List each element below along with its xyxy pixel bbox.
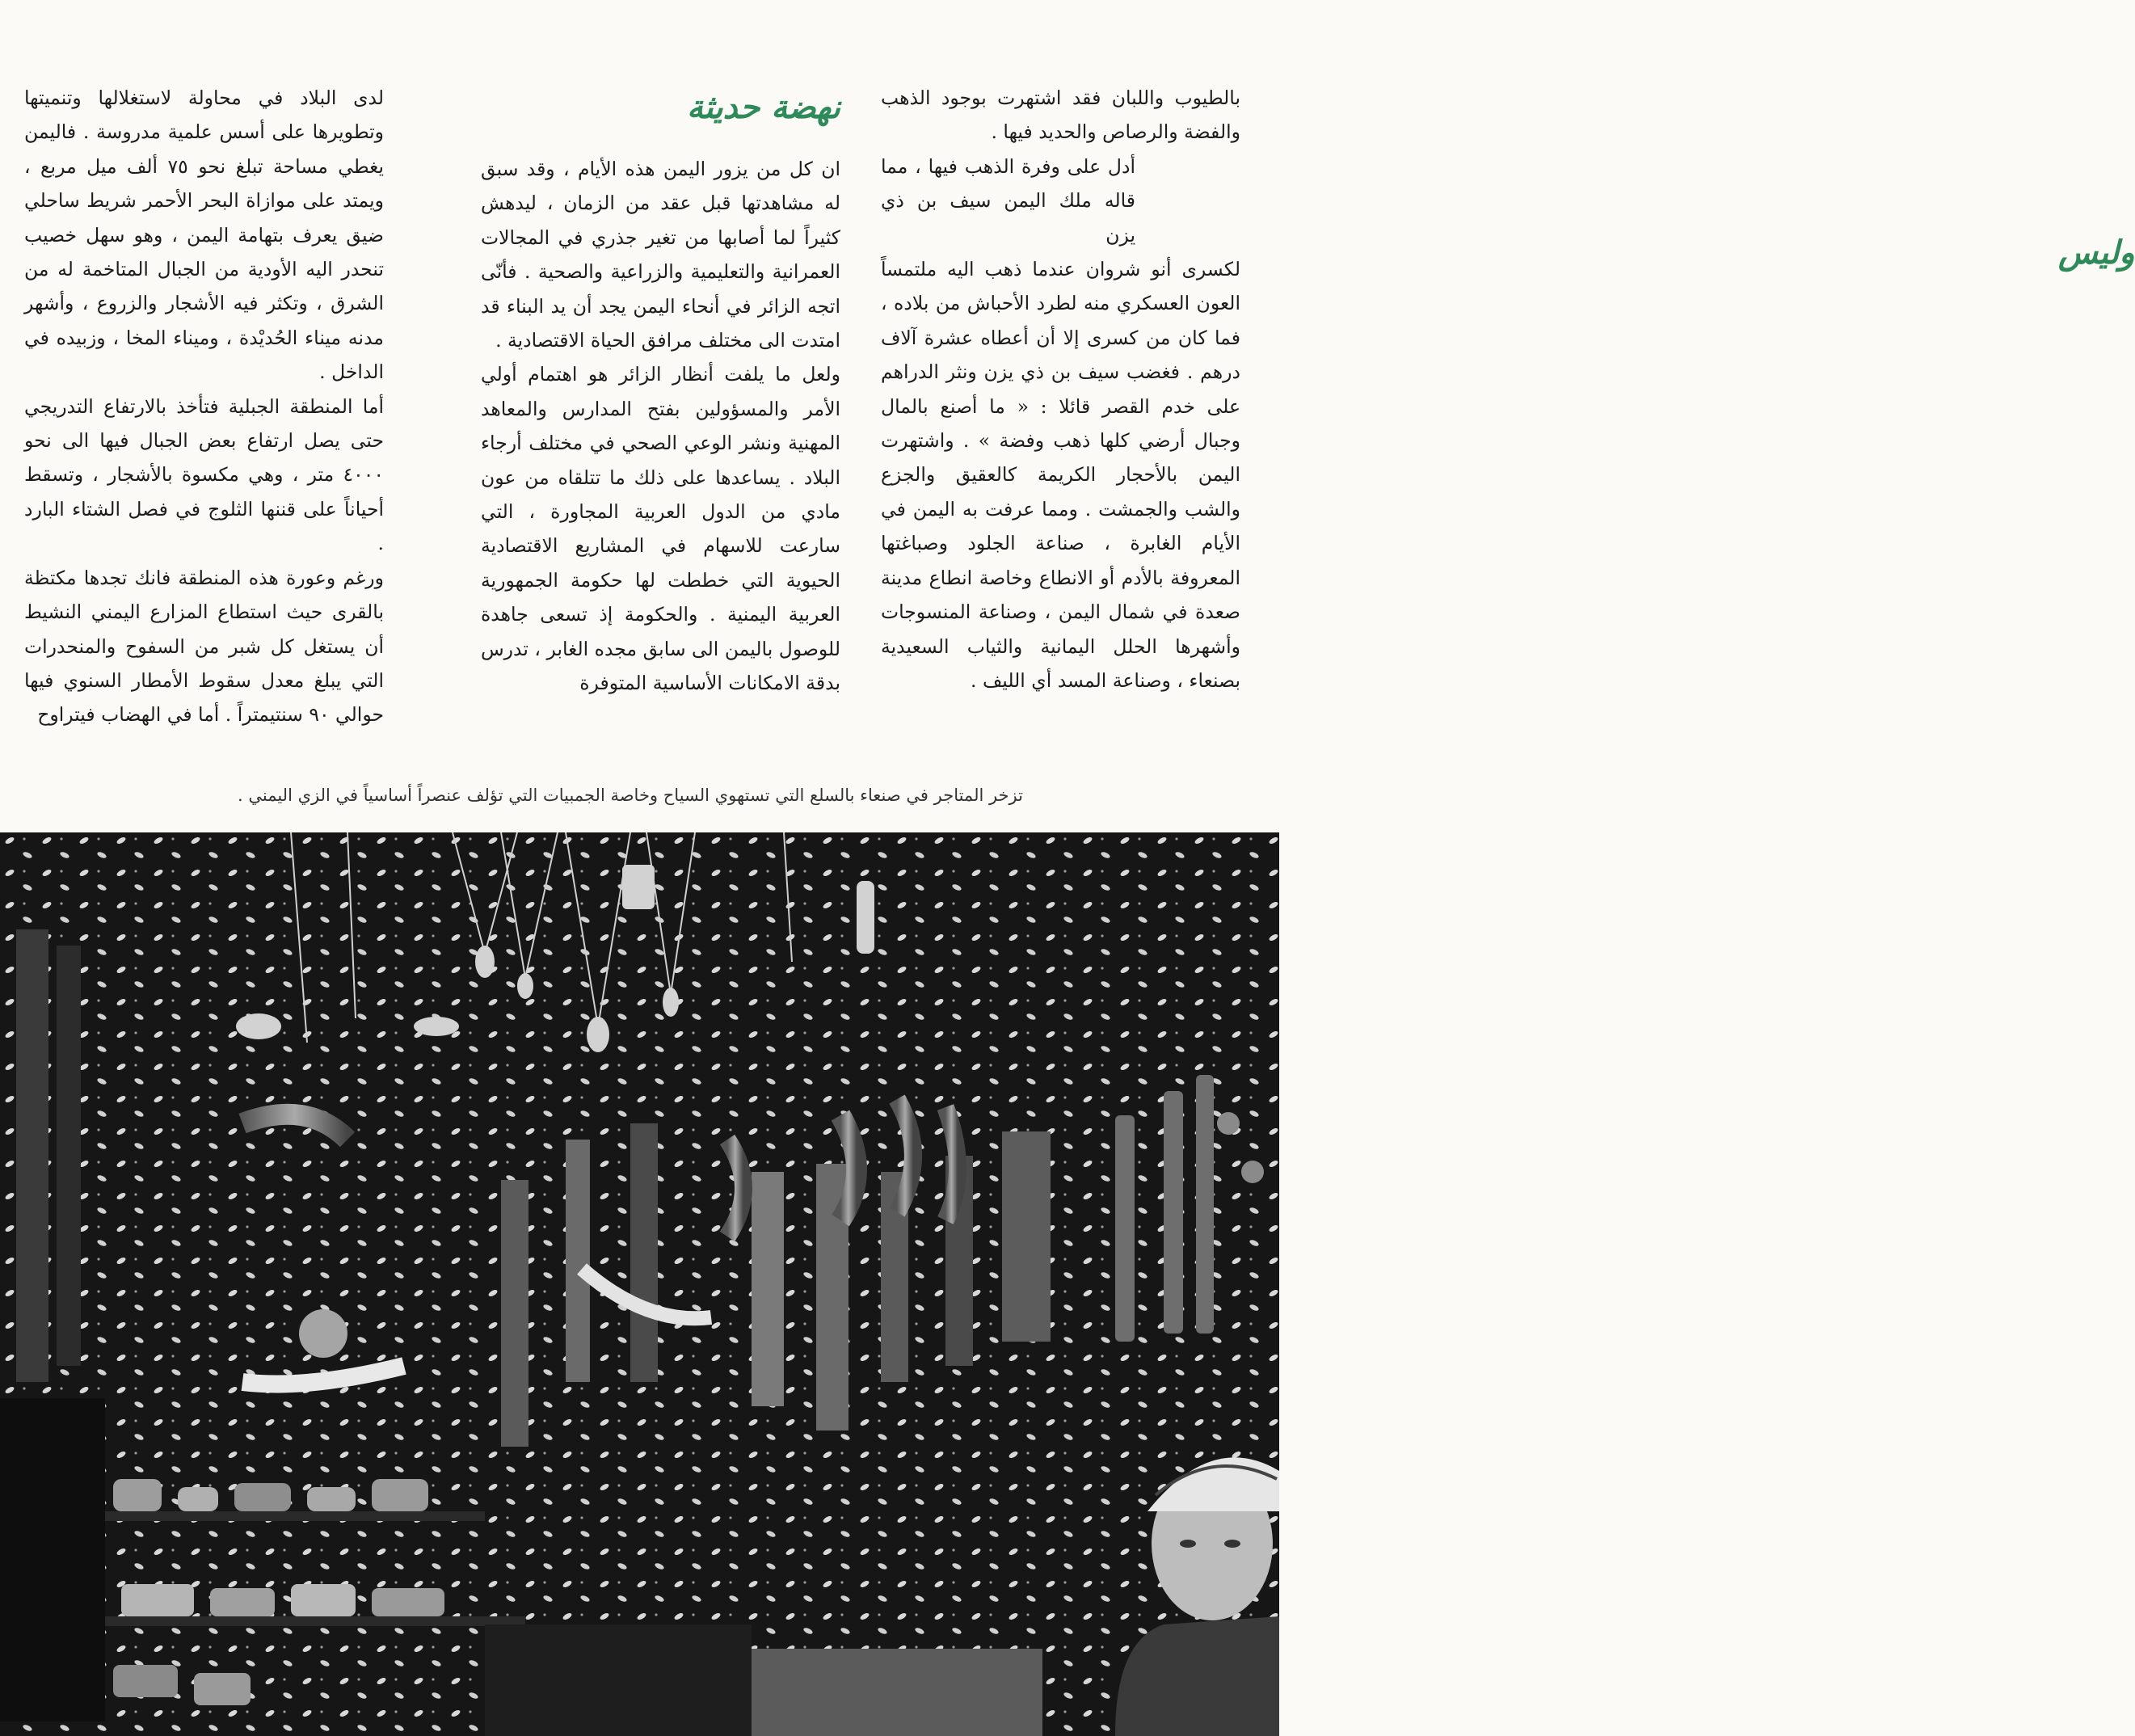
text-column-left <box>24 81 384 732</box>
cushion <box>752 1649 1042 1736</box>
paragraph: ان كل من يزور اليمن هذه الأيام ، وقد سبق له مشاهدتها قبل عقد من الزمان ، ليدهش كثيراً لما أصابها من تغير جذري في المجالات العمرانية والتعليمية والزراعية والصحية . فأنّى اتجه الزائر في أنحاء اليمن يجد أن يد البناء قد امتدت الى مختلف مرافق الحياة الاقتصادية . <box>481 158 840 352</box>
shop-photo <box>0 832 1279 1736</box>
shop-photo-illustration <box>0 832 1279 1736</box>
drop-word: وليس <box>2058 234 2135 272</box>
paragraph: ولعل ما يلفت أنظار الزائر هو اهتمام أولي الأمر والمسؤولين بفتح المدارس والمعاهد المهنية ونشر الوعي الصحي في مختلف أرجاء البلاد . يساعدها على ذلك ما تتلقاه من عون مادي من الدول العربية المجاورة ، التي سارعت للاسهام في المشاريع الاقتصادية الحيوية التي خططت لها حكومة الجمهورية العربية اليمنية . والحكومة إذ تسعى جاهدة للوصول باليمن الى سابق مجده الغابر ، تدرس بدقة الامكانات الأساسية المتوفرة <box>481 363 840 695</box>
section-heading: نهضة حديثة <box>687 88 840 126</box>
paragraph: لدى البلاد في محاولة لاستغلالها وتنميتها وتطويرها على أسس علمية مدروسة . فاليمن يغطي مساحة تبلغ نحو ٧٥ ألف ميل مربع ، ويمتد على موازاة البحر الأحمر شريط ساحلي ضيق يعرف بتهامة اليمن ، وهو سهل خصيب تنحدر اليه الأودية من الجبال المتاخمة له من الشرق ، وتكثر فيه الأشجار والزروع ، وأشهر مدنه ميناء الحُديْدة ، وميناء المخا ، وزبيده في الداخل . <box>24 86 385 384</box>
paragraph: أما المنطقة الجبلية فتأخذ بالارتفاع التدريجي حتى يصل ارتفاع بعض الجبال فيها الى نحو ٤٠٠٠ متر ، وهي مكسوة بالأشجار ، وتسقط أحياناً على قننها الثلوج في فصل الشتاء البارد . <box>24 394 384 555</box>
text-column-middle <box>481 152 840 701</box>
counter <box>485 1624 752 1736</box>
paragraph: لكسرى أنو شروان عندما ذهب اليه ملتمساً العون العسكري منه لطرد الأحباش من بلاده ، فما كان من كسرى إلا أن أعطاه عشرة آلاف درهم . فغضب سيف بن ذي يزن ونثر الدراهم على خدم القصر قائلا : « ما أصنع بالمال وجبال أرضي كلها ذهب وفضة » . واشتهرت اليمن بالأحجار الكريمة كالعقيق والجزع والشب والجمشت . ومما عرفت به اليمن في الأيام الغابرة ، صناعة الجلود وصباغتها المعروفة بالأدم أو الانطاع وخاصة انطاع مدينة صعدة في شمال اليمن ، وصناعة المنسوجات وأشهرها الحلل اليمانية والثياب السعيدية بصنعاء ، وصناعة المسد أي الليف . <box>881 258 1240 692</box>
paragraph: بالطيوب واللبان فقد اشتهرت بوجود الذهب والفضة والرصاص والحديد فيها . <box>881 86 1240 144</box>
photo-caption: تزخر المتاجر في صنعاء بالسلع التي تستهوي السياح وخاصة الجمبيات التي تؤلف عنصراً أساسياً في الزي اليمني . <box>238 786 1023 805</box>
paragraph: ورغم وعورة هذه المنطقة فانك تجدها مكتظة بالقرى حيث استطاع المزارع اليمني النشيط أن يستغل كل شبر من السفوح والمنحدرات التي يبلغ معدل سقوط الأمطار السنوي فيها حوالي ٩٠ سنتيمتراً . أما في الهضاب فيتراوح <box>24 566 384 727</box>
paragraph-indented: أدل على وفرة الذهب فيها ، مما قاله ملك اليمن سيف بن ذي يزن <box>881 154 1135 246</box>
text-column-right <box>881 81 2135 697</box>
